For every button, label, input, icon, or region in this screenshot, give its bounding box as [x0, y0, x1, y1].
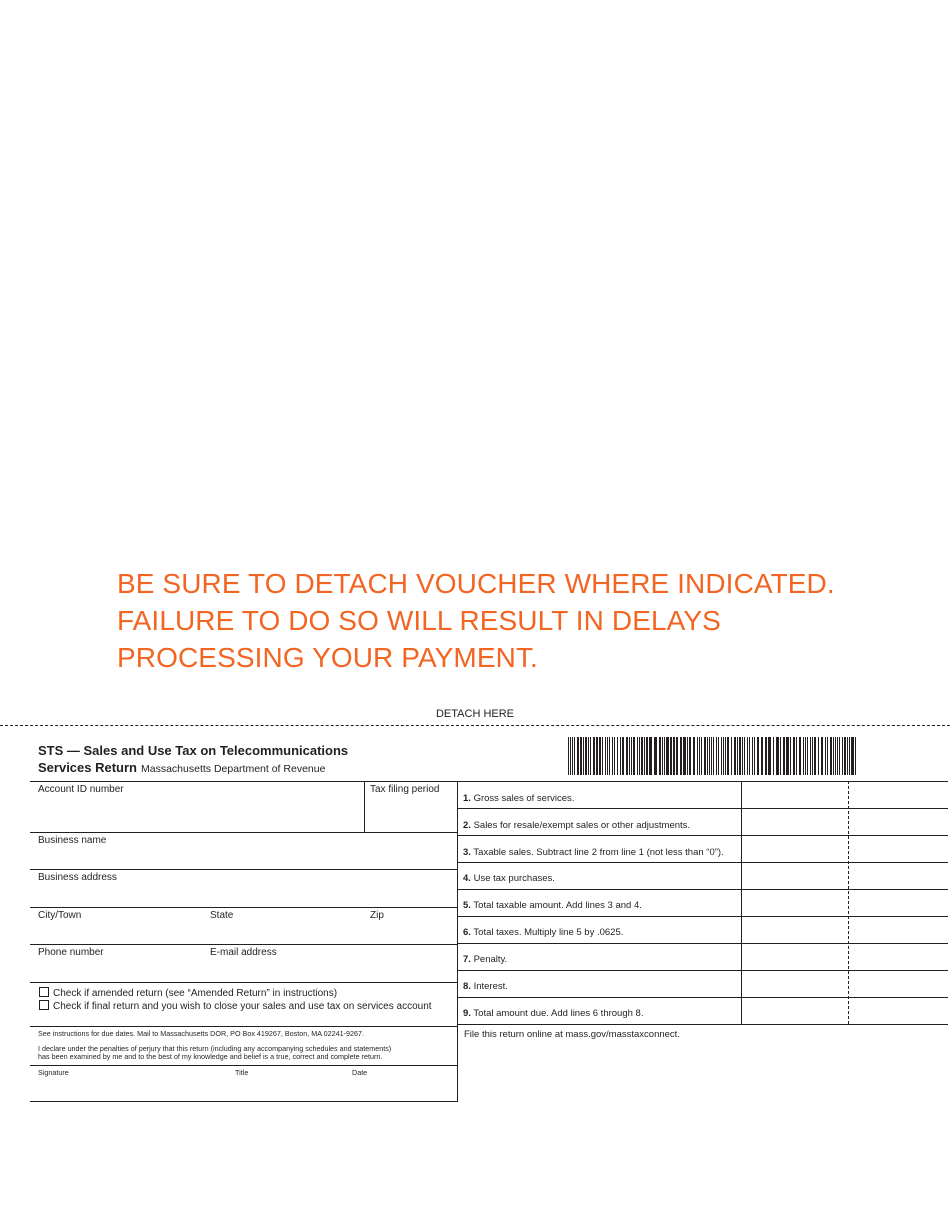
account-id-label: Account ID number: [38, 784, 124, 795]
agency-name: Massachusetts Department of Revenue: [141, 763, 326, 775]
file-online-note: File this return online at mass.gov/masstaxconnect.: [464, 1029, 680, 1040]
signature-field[interactable]: [30, 1066, 227, 1101]
amended-return-checkbox[interactable]: [39, 987, 49, 997]
zip-label: Zip: [370, 910, 384, 921]
business-name-label: Business name: [38, 835, 107, 846]
line-3-amount[interactable]: [742, 836, 948, 862]
amended-return-label: Check if amended return (see “Amended Return” in instructions): [53, 988, 338, 999]
line-7-amount[interactable]: [742, 944, 948, 970]
business-address-label: Business address: [38, 872, 117, 883]
line-3-label: 3. Taxable sales. Subtract line 2 from line 1 (not less than “0”).: [463, 847, 724, 858]
phone-label: Phone number: [38, 947, 104, 958]
warning-line-1: BE SURE TO DETACH VOUCHER WHERE INDICATED.: [117, 568, 835, 599]
title-field[interactable]: [227, 1066, 345, 1101]
instructions-text: See instructions for due dates. Mail to Massachusetts DOR, PO Box 419267, Boston, MA 02241-9267.: [38, 1029, 365, 1038]
line-4-amount[interactable]: [742, 863, 948, 889]
state-field[interactable]: [202, 908, 362, 944]
tax-period-field[interactable]: [365, 782, 457, 832]
rule: [30, 1101, 458, 1102]
title-label: Title: [235, 1068, 249, 1077]
line-8-label: 8. Interest.: [463, 981, 508, 992]
line-6-label: 6. Total taxes. Multiply line 5 by .0625.: [463, 927, 624, 938]
declaration-line-1: I declare under the penalties of perjury that this return (including any accompanying schedules and statements): [38, 1044, 392, 1053]
city-field[interactable]: [30, 908, 202, 944]
declaration-line-2: has been examined by me and to the best of my knowledge and belief is a true, correct and complete return.: [38, 1052, 383, 1061]
zip-field[interactable]: [362, 908, 457, 944]
business-name-field[interactable]: [30, 833, 457, 869]
line-5-amount[interactable]: [742, 890, 948, 916]
barcode-icon: [568, 737, 858, 775]
line-8-amount[interactable]: [742, 971, 948, 997]
business-address-field[interactable]: [30, 870, 457, 907]
email-field[interactable]: [202, 945, 457, 982]
signature-label: Signature: [38, 1068, 69, 1077]
tax-period-label: Tax filing period: [370, 784, 440, 795]
date-label: Date: [352, 1068, 368, 1077]
line-2-label: 2. Sales for resale/exempt sales or other adjustments.: [463, 820, 691, 831]
line-2-amount[interactable]: [742, 809, 948, 835]
rule: [457, 1024, 948, 1025]
date-field[interactable]: [345, 1066, 457, 1101]
line-5-label: 5. Total taxable amount. Add lines 3 and 4.: [463, 900, 642, 911]
state-label: State: [210, 910, 234, 921]
phone-field[interactable]: [30, 945, 202, 982]
detach-here-label: DETACH HERE: [435, 708, 515, 720]
form-title-line-1: STS — Sales and Use Tax on Telecommunications: [38, 743, 349, 758]
rule: [30, 1026, 458, 1027]
warning-line-2: FAILURE TO DO SO WILL RESULT IN DELAYS: [117, 605, 721, 636]
form-title-line-2: Services Return: [38, 760, 137, 775]
line-9-label: 9. Total amount due. Add lines 6 through 8.: [463, 1008, 644, 1019]
final-return-option: [39, 1000, 432, 1012]
account-id-field[interactable]: [30, 782, 364, 832]
email-label: E-mail address: [210, 947, 277, 958]
line-1-amount[interactable]: [742, 782, 948, 808]
amended-return-option: [39, 987, 337, 999]
line-7-label: 7. Penalty.: [463, 954, 508, 965]
final-return-checkbox[interactable]: [39, 1000, 49, 1010]
detach-cut-line: [0, 725, 950, 726]
line-6-amount[interactable]: [742, 917, 948, 943]
warning-line-3: PROCESSING YOUR PAYMENT.: [117, 642, 538, 673]
final-return-label: Check if final return and you wish to close your sales and use tax on services account: [53, 1001, 432, 1012]
detach-warning: [117, 565, 917, 676]
line-4-label: 4. Use tax purchases.: [463, 873, 555, 884]
rule: [457, 781, 458, 1102]
city-label: City/Town: [38, 910, 82, 921]
form-title: [38, 742, 348, 778]
line-9-amount[interactable]: [742, 998, 948, 1024]
rule: [30, 982, 458, 983]
line-1-label: 1. Gross sales of services.: [463, 793, 575, 804]
